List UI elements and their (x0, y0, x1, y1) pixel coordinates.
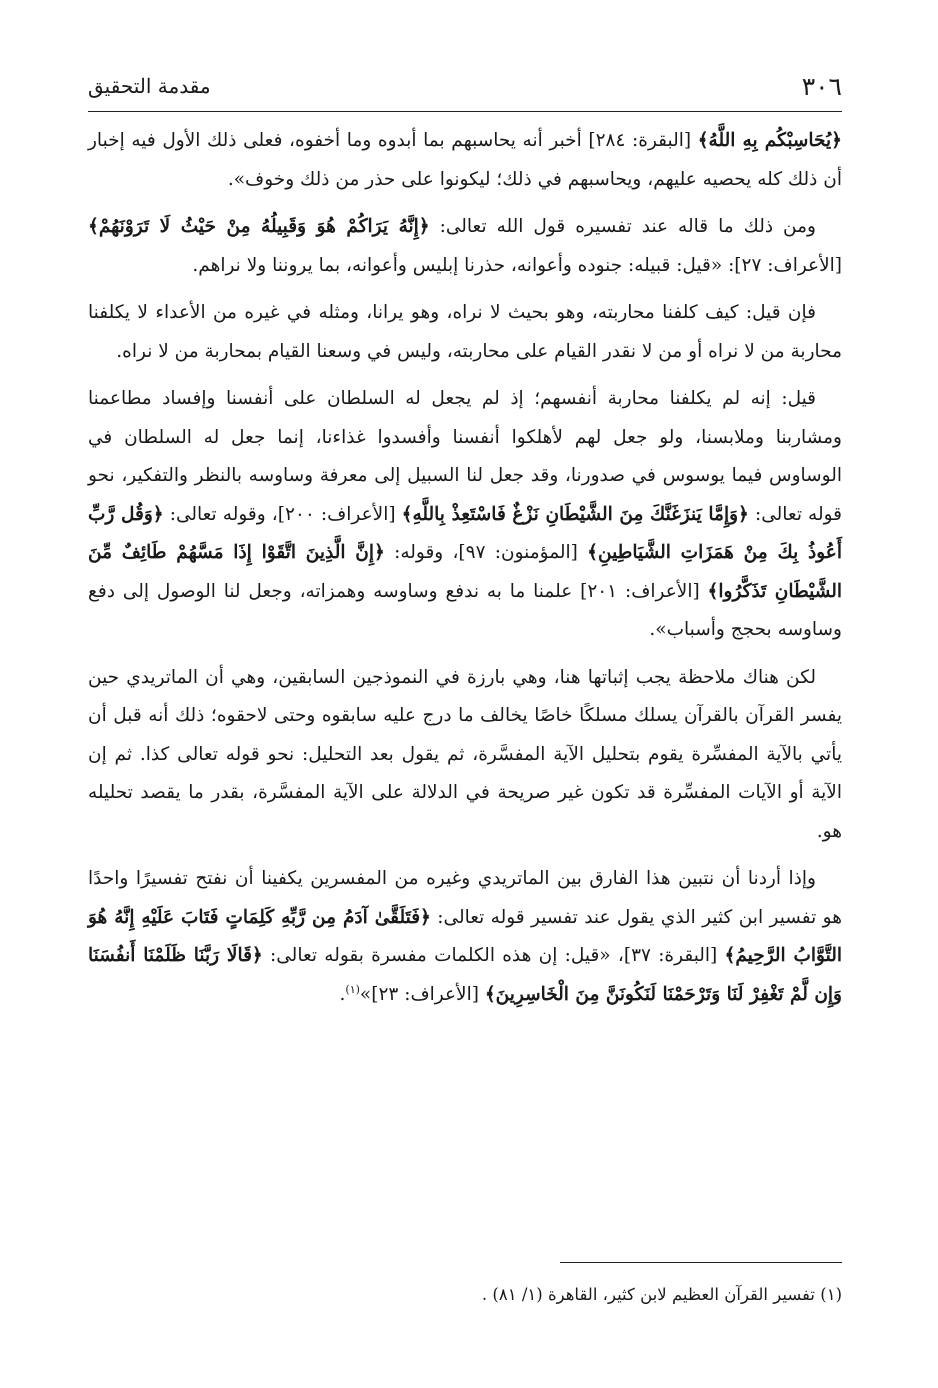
quran-verse: ﴿وَإِمَّا يَنزَغَنَّكَ مِنَ الشَّيْطَانِ نَزْغٌ فَاسْتَعِذْ بِاللَّهِ﴾ (401, 503, 749, 525)
text-segment: قيل: إنه لم يكلفنا محاربة أنفسهم؛ إذ لم يجعل له السلطان على أنفسنا وإفساد مطاعمنا ومشاربنا وملابسنا، ولو جعل لهم لأهلكوا أنفسنا وأفسدوا غذاءنا، إنما جعل له السلطان في الوساوس فيما يوسوس في صدورنا، وقد جعل لنا السبيل إلى معرفة وساوسه بالنظر والتفكير، نحو قوله تعالى: (88, 388, 843, 525)
paragraph (88, 294, 842, 371)
paragraph (88, 208, 842, 285)
quran-verse: ﴿وَقُل رَّبِّ أَعُوذُ بِكَ مِنْ هَمَزَاتِ الشَّيَاطِينِ﴾ (88, 503, 842, 563)
text-segment: [البقرة: ٣٧]، «قيل: إن هذه الكلمات مفسرة بقوله تعالى: (262, 945, 725, 966)
text-segment: . (339, 983, 346, 1005)
text-segment: [الأعراف: ٢٣]» (359, 983, 485, 1005)
paragraph (88, 860, 842, 1014)
text-segment: [الأعراف: ٢٧]: «قيل: قبيله: جنوده وأعوانه، حذرنا إبليس وأعوانه، بما يروننا ولا نراهم. (192, 254, 842, 276)
text-segment: ومن ذلك ما قاله عند تفسيره قول الله تعالى: (429, 216, 816, 237)
main-text (88, 122, 842, 1023)
footnote-rule (560, 1262, 842, 1263)
footnote: (١) تفسير القرآن العظيم لابن كثير، القاهرة (١/ ٨١) . (481, 1285, 842, 1304)
header-rule (88, 111, 842, 112)
paragraph (88, 122, 842, 199)
footnote-marker: (١) (345, 982, 360, 996)
text-segment: [الأعراف: ٢٠٠]، وقوله تعالى: (163, 503, 402, 525)
running-title: مقدمة التحقيق (88, 74, 211, 98)
text-segment: لكن هناك ملاحظة يجب إثباتها هنا، وهي بارزة في النموذجين السابقين، وهي أن الماتريدي حين يفسر القرآن بالقرآن يسلك مسلكًا خاصًا يخالف ما درج عليه سابقوه وحتى لاحقوه؛ ذلك أنه قبل أن يأتي بالآية المفسِّرة يقوم بتحليل الآية المفسَّرة، ثم يقول بعد التحليل: نحو قوله تعالى كذا. ثم إن الآية أو الآيات المفسِّرة قد تكون غير صريحة في الدلالة على الآية المفسَّرة، بقدر ما يقصد تحليله هو. (88, 666, 842, 842)
quran-verse: ﴿فَتَلَقَّىٰ آدَمُ مِن رَّبِّهِ كَلِمَاتٍ فَتَابَ عَلَيْهِ إِنَّهُ هُوَ التَّوَّابُ الرَّحِيمُ﴾ (88, 906, 842, 966)
text-segment: [البقرة: ٢٨٤] أخبر أنه يحاسبهم بما أبدوه وما أخفوه، فعلى ذلك الأول فيه إخبار أن ذلك كله يحصيه عليهم، ويحاسبهم في ذلك؛ ليكونوا على حذر من ذلك وخوف». (88, 130, 842, 190)
quran-verse: ﴿إِنَّ الَّذِينَ اتَّقَوْا إِذَا مَسَّهُمْ طَائِفٌ مِّنَ الشَّيْطَانِ تَذَكَّرُوا﴾ (88, 542, 842, 602)
text-segment: فإن قيل: كيف كلفنا محاربته، وهو بحيث لا نراه، وهو يرانا، ومثله في غيره من الأعداء لا يكلفنا محاربة من لا نراه أو من لا نقدر القيام على محاربته، وليس في وسعنا القيام بمحاربة من لا نراه. (88, 302, 842, 362)
paragraph (88, 380, 842, 650)
paragraph (88, 659, 842, 852)
quran-verse: ﴿يُحَاسِبْكُم بِهِ اللَّهُ﴾ (697, 130, 842, 151)
text-segment: [المؤمنون: ٩٧]، وقوله: (384, 542, 588, 563)
text-segment: [الأعراف: ٢٠١] علمنا ما به ندفع وساوسه وهمزاته، وجعل لنا الوصول إلى دفع وساوسه بحجج وأسباب». (88, 580, 842, 640)
page-number: ٣٠٦ (801, 71, 842, 101)
quran-verse: ﴿إِنَّهُ يَرَاكُمْ هُوَ وَقَبِيلُهُ مِنْ حَيْثُ لَا تَرَوْنَهُمْ﴾ (88, 216, 430, 237)
page-header (88, 66, 842, 106)
text-segment: وإذا أردنا أن نتبين هذا الفارق بين الماتريدي وغيره من المفسرين يكفينا أن نفتح تفسيرًا واحدًا هو تفسير ابن كثير الذي يقول عند تفسير قوله تعالى: (88, 868, 842, 928)
quran-verse: ﴿قَالَا رَبَّنَا ظَلَمْنَا أَنفُسَنَا وَإِن لَّمْ تَغْفِرْ لَنَا وَتَرْحَمْنَا لَنَكُونَنَّ مِنَ الْخَاسِرِينَ﴾ (88, 945, 842, 1005)
